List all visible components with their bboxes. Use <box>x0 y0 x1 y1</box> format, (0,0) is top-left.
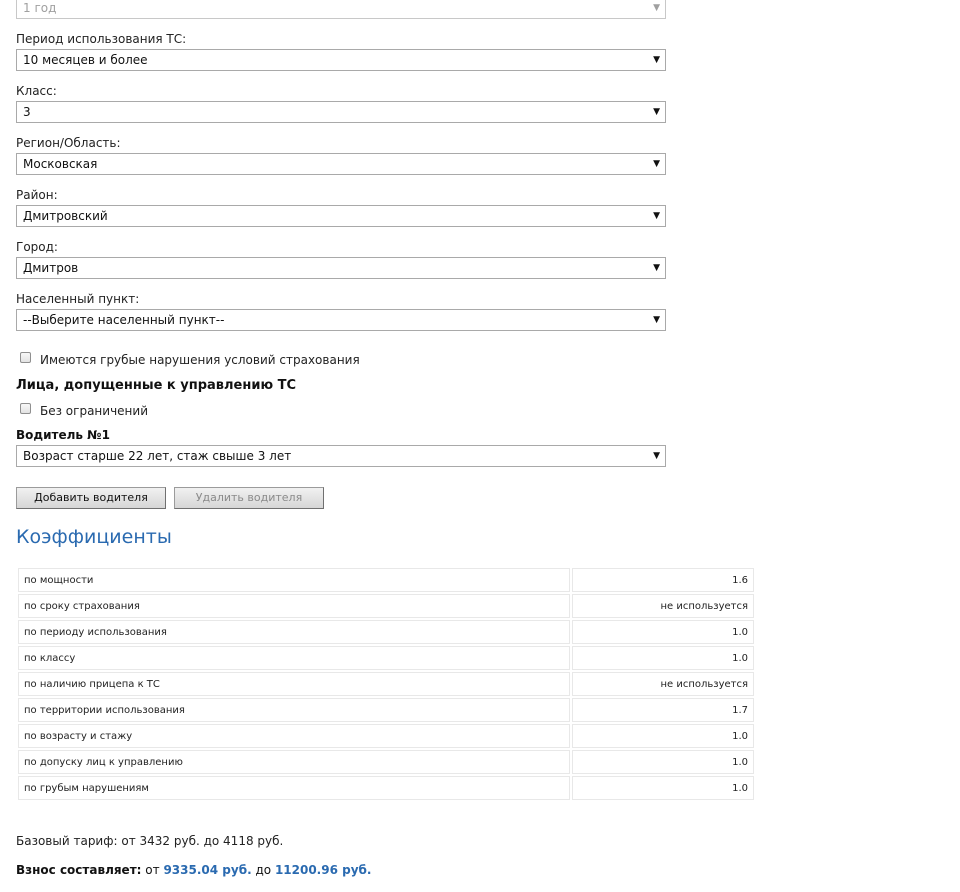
premium-label: Взнос составляет: <box>16 863 142 877</box>
chevron-down-icon: ▼ <box>653 107 660 117</box>
coefficient-value: не используется <box>572 672 754 696</box>
chevron-down-icon: ▼ <box>653 315 660 325</box>
table-row <box>18 750 754 774</box>
unlimited-checkbox[interactable] <box>20 403 31 414</box>
table-row <box>18 776 754 800</box>
driver-1-title: Водитель №1 <box>16 428 110 442</box>
city-label: Город: <box>16 240 58 254</box>
chevron-down-icon: ▼ <box>653 55 660 65</box>
settlement-select[interactable] <box>16 309 666 331</box>
driver-1-value: Возраст старше 22 лет, стаж свыше 3 лет <box>23 449 292 463</box>
insurance-term-value: 1 год <box>23 1 57 15</box>
chevron-down-icon: ▼ <box>653 159 660 169</box>
coefficient-value: 1.7 <box>572 698 754 722</box>
usage-period-select[interactable] <box>16 49 666 71</box>
coefficient-value: 1.0 <box>572 750 754 774</box>
premium-to-value: 11200.96 руб. <box>274 863 372 877</box>
district-label: Район: <box>16 188 58 202</box>
coefficient-name: по допуску лиц к управлению <box>18 750 570 774</box>
coefficients-table <box>16 566 756 802</box>
coefficient-name: по территории использования <box>18 698 570 722</box>
region-value: Московская <box>23 157 98 171</box>
coefficients-title: Коэффициенты <box>16 526 172 548</box>
premium-summary <box>16 863 371 877</box>
region-select[interactable] <box>16 153 666 175</box>
table-row <box>18 646 754 670</box>
add-driver-button[interactable]: Добавить водителя <box>16 487 166 509</box>
driver-1-select[interactable] <box>16 445 666 467</box>
class-value: 3 <box>23 105 31 119</box>
chevron-down-icon: ▼ <box>653 211 660 221</box>
insurance-term-select[interactable] <box>16 0 666 19</box>
premium-to-word: до <box>255 863 272 877</box>
settlement-label: Населенный пункт: <box>16 292 140 306</box>
coefficient-value: 1.0 <box>572 620 754 644</box>
settlement-value: --Выберите населенный пункт-- <box>23 313 225 327</box>
premium-from-value: 9335.04 руб. <box>163 863 252 877</box>
coefficient-value: 1.0 <box>572 776 754 800</box>
coefficient-value: 1.6 <box>572 568 754 592</box>
coefficient-value: не используется <box>572 594 754 618</box>
city-select[interactable] <box>16 257 666 279</box>
coefficient-name: по грубым нарушениям <box>18 776 570 800</box>
coefficient-name: по сроку страхования <box>18 594 570 618</box>
coefficient-name: по классу <box>18 646 570 670</box>
table-row <box>18 698 754 722</box>
chevron-down-icon: ▼ <box>653 451 660 461</box>
city-value: Дмитров <box>23 261 79 275</box>
table-row <box>18 568 754 592</box>
class-select[interactable] <box>16 101 666 123</box>
table-row <box>18 724 754 748</box>
region-label: Регион/Область: <box>16 136 121 150</box>
coefficient-name: по мощности <box>18 568 570 592</box>
usage-period-value: 10 месяцев и более <box>23 53 148 67</box>
coefficient-value: 1.0 <box>572 646 754 670</box>
violations-checkbox[interactable] <box>20 352 31 363</box>
premium-from-word: от <box>145 863 160 877</box>
coefficient-name: по возрасту и стажу <box>18 724 570 748</box>
class-label: Класс: <box>16 84 57 98</box>
chevron-down-icon: ▼ <box>653 3 660 13</box>
table-row <box>18 672 754 696</box>
district-select[interactable] <box>16 205 666 227</box>
drivers-section-title: Лица, допущенные к управлению ТС <box>16 378 297 393</box>
district-value: Дмитровский <box>23 209 108 223</box>
chevron-down-icon: ▼ <box>653 263 660 273</box>
coefficient-name: по наличию прицепа к ТС <box>18 672 570 696</box>
coefficient-name: по периоду использования <box>18 620 570 644</box>
base-tariff-text: Базовый тариф: от 3432 руб. до 4118 руб. <box>16 834 284 848</box>
remove-driver-button[interactable]: Удалить водителя <box>174 487 324 509</box>
table-row <box>18 620 754 644</box>
coefficient-value: 1.0 <box>572 724 754 748</box>
unlimited-checkbox-label[interactable]: Без ограничений <box>40 404 148 418</box>
violations-checkbox-label[interactable]: Имеются грубые нарушения условий страхования <box>40 353 360 367</box>
table-row <box>18 594 754 618</box>
usage-period-label: Период использования ТС: <box>16 32 187 46</box>
